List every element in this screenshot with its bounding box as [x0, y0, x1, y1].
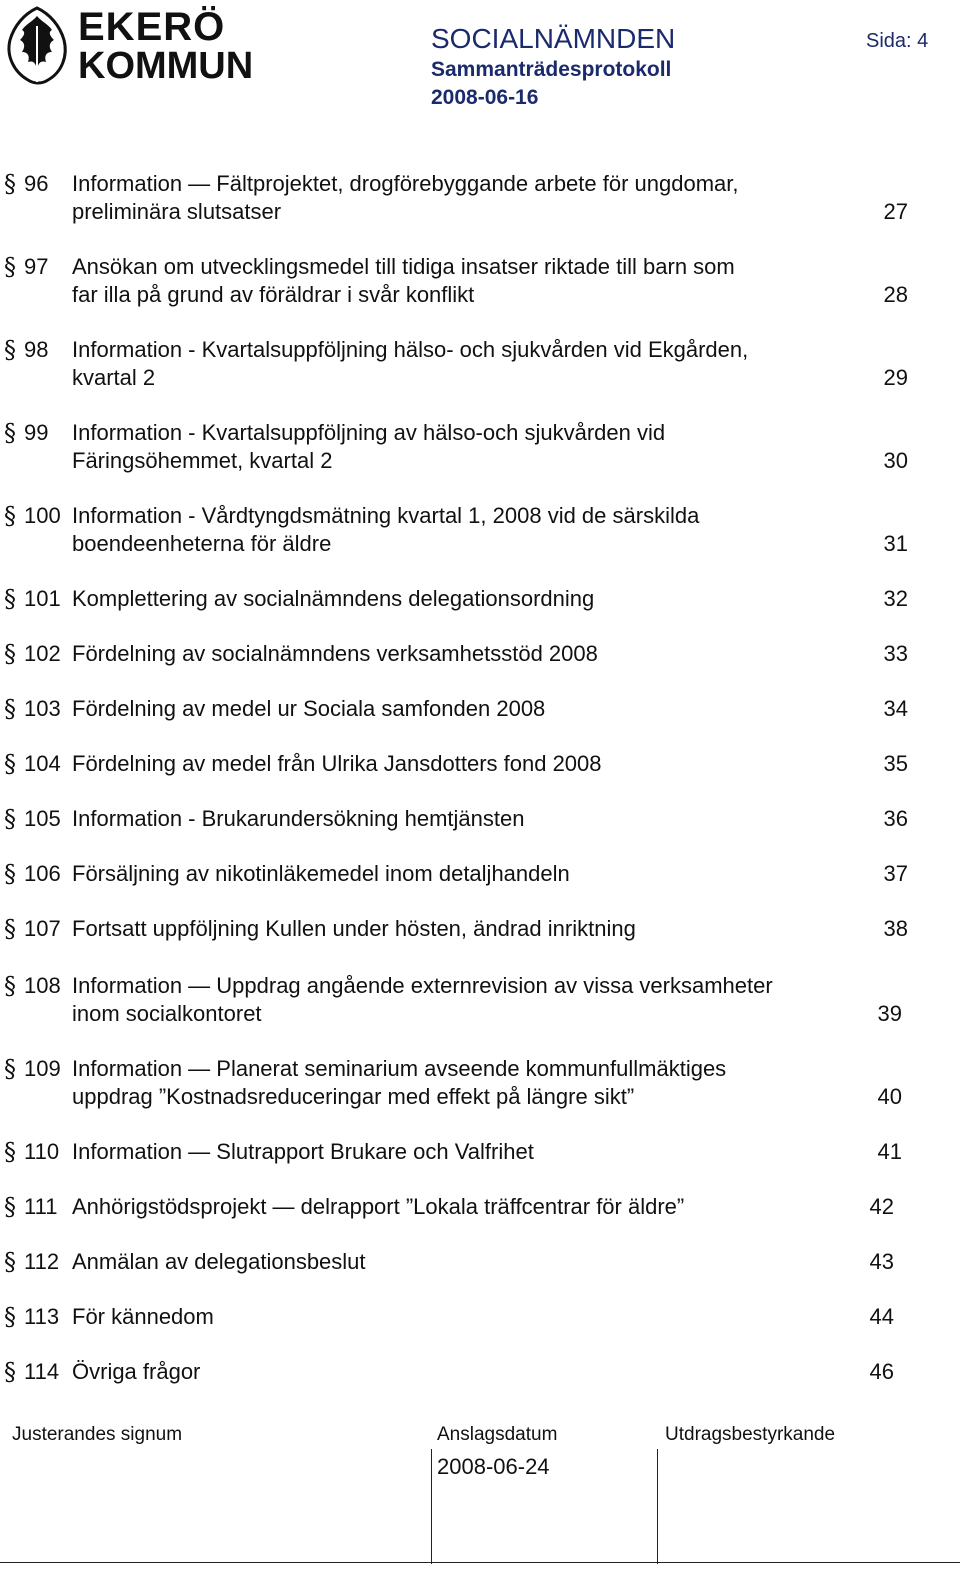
- toc-item-title-continued: boendeenheterna för äldre: [72, 531, 332, 556]
- toc-item: [0, 805, 960, 833]
- toc-item-number: 101: [24, 586, 61, 611]
- toc-item-title: Information — Uppdrag angående externrevision av vissa verksamheter: [72, 973, 773, 998]
- logo-text-ekero: EKERÖ: [78, 5, 226, 49]
- toc-item-page: 30: [883, 448, 908, 473]
- toc-item-number: 104: [24, 751, 61, 776]
- toc-item-page: 39: [877, 1001, 902, 1026]
- toc-item-title: Försäljning av nikotinläkemedel inom detaljhandeln: [72, 861, 570, 886]
- paragraph-symbol: §: [4, 1193, 16, 1221]
- paragraph-symbol: §: [4, 502, 16, 530]
- paragraph-symbol: §: [4, 805, 16, 833]
- toc-item-page: 31: [883, 531, 908, 556]
- toc-item-title: Ansökan om utvecklingsmedel till tidiga insatser riktade till barn som: [72, 254, 735, 279]
- toc-item-title: Fördelning av medel från Ulrika Jansdotters fond 2008: [72, 751, 602, 776]
- toc-item-page: 28: [883, 282, 908, 307]
- toc-item-title-continued: inom socialkontoret: [72, 1001, 262, 1026]
- toc-item-title: Information - Vårdtyngdsmätning kvartal 1, 2008 vid de särskilda: [72, 503, 700, 528]
- toc-item-number: 97: [24, 254, 49, 279]
- toc-item-page: 35: [883, 751, 908, 776]
- toc-item: [0, 502, 960, 558]
- toc-item-number: 110: [24, 1139, 60, 1164]
- toc-item-number: 99: [24, 420, 49, 445]
- toc-item-page: 41: [877, 1139, 902, 1164]
- toc-item-title: Fortsatt uppföljning Kullen under hösten, ändrad inriktning: [72, 916, 636, 941]
- toc-item-title: Fördelning av socialnämndens verksamhetsstöd 2008: [72, 641, 598, 666]
- toc-item: [0, 170, 960, 226]
- toc-item-title-continued: kvartal 2: [72, 365, 156, 390]
- toc-item-page: 27: [883, 199, 908, 224]
- toc-item: [0, 915, 960, 943]
- toc-item: [0, 253, 960, 309]
- toc-item-title: Övriga frågor: [72, 1359, 201, 1384]
- toc-item: [0, 1358, 960, 1386]
- paragraph-symbol: §: [4, 419, 16, 447]
- toc-item-title: Fördelning av medel ur Sociala samfonden 2008: [72, 696, 546, 721]
- toc-item-page: 33: [883, 641, 908, 666]
- footer-bottom-line: [0, 1562, 960, 1563]
- toc-item-number: 106: [24, 861, 61, 886]
- meeting-date: 2008-06-16: [431, 86, 539, 109]
- toc-item-title: Information - Brukarundersökning hemtjänsten: [72, 806, 525, 831]
- toc-item-title-continued: preliminära slutsatser: [72, 199, 282, 224]
- paragraph-symbol: §: [4, 860, 16, 888]
- toc-item: [0, 419, 960, 475]
- page-subtitle: Sammanträdesprotokoll: [431, 58, 672, 81]
- toc-item: [0, 1248, 960, 1276]
- toc-item: [0, 585, 960, 613]
- toc-item-title: Komplettering av socialnämndens delegationsordning: [72, 586, 595, 611]
- toc-item-page: 44: [869, 1304, 894, 1329]
- paragraph-symbol: §: [4, 1358, 16, 1386]
- toc-item: [0, 1055, 960, 1111]
- toc-item-title: Information - Kvartalsuppföljning hälso- och sjukvården vid Ekgården,: [72, 337, 749, 362]
- toc-item-number: 111: [24, 1194, 58, 1219]
- paragraph-symbol: §: [4, 972, 16, 1000]
- toc-item-title-continued: uppdrag ”Kostnadsreduceringar med effekt på längre sikt”: [72, 1084, 635, 1109]
- toc-item: [0, 860, 960, 888]
- toc-item-page: 34: [883, 696, 908, 721]
- toc-item-page: 37: [883, 861, 908, 886]
- toc-item-number: 100: [24, 503, 61, 528]
- toc-item-number: 105: [24, 806, 61, 831]
- paragraph-symbol: §: [4, 1248, 16, 1276]
- footer-divider-left: [431, 1449, 432, 1564]
- toc-item-title-continued: far illa på grund av föräldrar i svår konflikt: [72, 282, 475, 307]
- toc-item-number: 112: [24, 1249, 60, 1274]
- paragraph-symbol: §: [4, 915, 16, 943]
- paragraph-symbol: §: [4, 253, 16, 281]
- paragraph-symbol: §: [4, 585, 16, 613]
- paragraph-symbol: §: [4, 750, 16, 778]
- toc-item-page: 32: [883, 586, 908, 611]
- paragraph-symbol: §: [4, 1055, 16, 1083]
- toc-item-number: 103: [24, 696, 61, 721]
- toc-item-page: 38: [883, 916, 908, 941]
- paragraph-symbol: §: [4, 170, 16, 198]
- toc-item-number: 109: [24, 1056, 61, 1081]
- paragraph-symbol: §: [4, 640, 16, 668]
- toc-item-title: För kännedom: [72, 1304, 214, 1329]
- toc-item: [0, 1138, 960, 1166]
- page-number: Sida: 4: [866, 30, 929, 52]
- toc-item-page: 29: [883, 365, 908, 390]
- toc-item-page: 46: [869, 1359, 894, 1384]
- toc-item-title: Information — Fältprojektet, drogförebyggande arbete för ungdomar,: [72, 171, 739, 196]
- justerandes-signum-label: Justerandes signum: [12, 1424, 183, 1445]
- anslagsdatum-label: Anslagsdatum: [437, 1424, 558, 1445]
- toc-item-number: 113: [24, 1304, 60, 1329]
- toc-item: [0, 972, 960, 1028]
- toc-item-title: Information - Kvartalsuppföljning av hälso-och sjukvården vid: [72, 420, 666, 445]
- toc-item: [0, 1303, 960, 1331]
- toc-item: [0, 640, 960, 668]
- toc-item-number: 114: [24, 1359, 60, 1384]
- toc-item-page: 42: [869, 1194, 894, 1219]
- toc-item-number: 96: [24, 171, 49, 196]
- toc-item-number: 102: [24, 641, 61, 666]
- toc-item: [0, 695, 960, 723]
- toc-item: [0, 336, 960, 392]
- toc-item-page: 40: [877, 1084, 902, 1109]
- anslagsdatum-value: 2008-06-24: [437, 1454, 550, 1479]
- toc-item-title: Information — Slutrapport Brukare och Valfrihet: [72, 1139, 534, 1164]
- kommun-logo: [4, 5, 254, 87]
- oak-leaf-icon: [4, 6, 70, 86]
- page-title: SOCIALNÄMNDEN: [431, 23, 676, 54]
- paragraph-symbol: §: [4, 1303, 16, 1331]
- toc-item-page: 43: [869, 1249, 894, 1274]
- toc-item-page: 36: [883, 806, 908, 831]
- logo-text-kommun: KOMMUN: [78, 45, 254, 87]
- toc-item-number: 107: [24, 916, 61, 941]
- paragraph-symbol: §: [4, 695, 16, 723]
- toc-item: [0, 1193, 960, 1221]
- toc-item: [0, 750, 960, 778]
- toc-item-number: 98: [24, 337, 49, 362]
- toc-item-title: Anhörigstödsprojekt — delrapport ”Lokala träffcentrar för äldre”: [72, 1194, 685, 1219]
- toc-item-title-continued: Färingsöhemmet, kvartal 2: [72, 448, 333, 473]
- paragraph-symbol: §: [4, 1138, 16, 1166]
- footer-divider-right: [657, 1449, 658, 1564]
- toc-item-title: Anmälan av delegationsbeslut: [72, 1249, 366, 1274]
- toc-item-title: Information — Planerat seminarium avseende kommunfullmäktiges: [72, 1056, 727, 1081]
- toc-item-number: 108: [24, 973, 61, 998]
- utdragsbestyrkande-label: Utdragsbestyrkande: [665, 1424, 836, 1445]
- paragraph-symbol: §: [4, 336, 16, 364]
